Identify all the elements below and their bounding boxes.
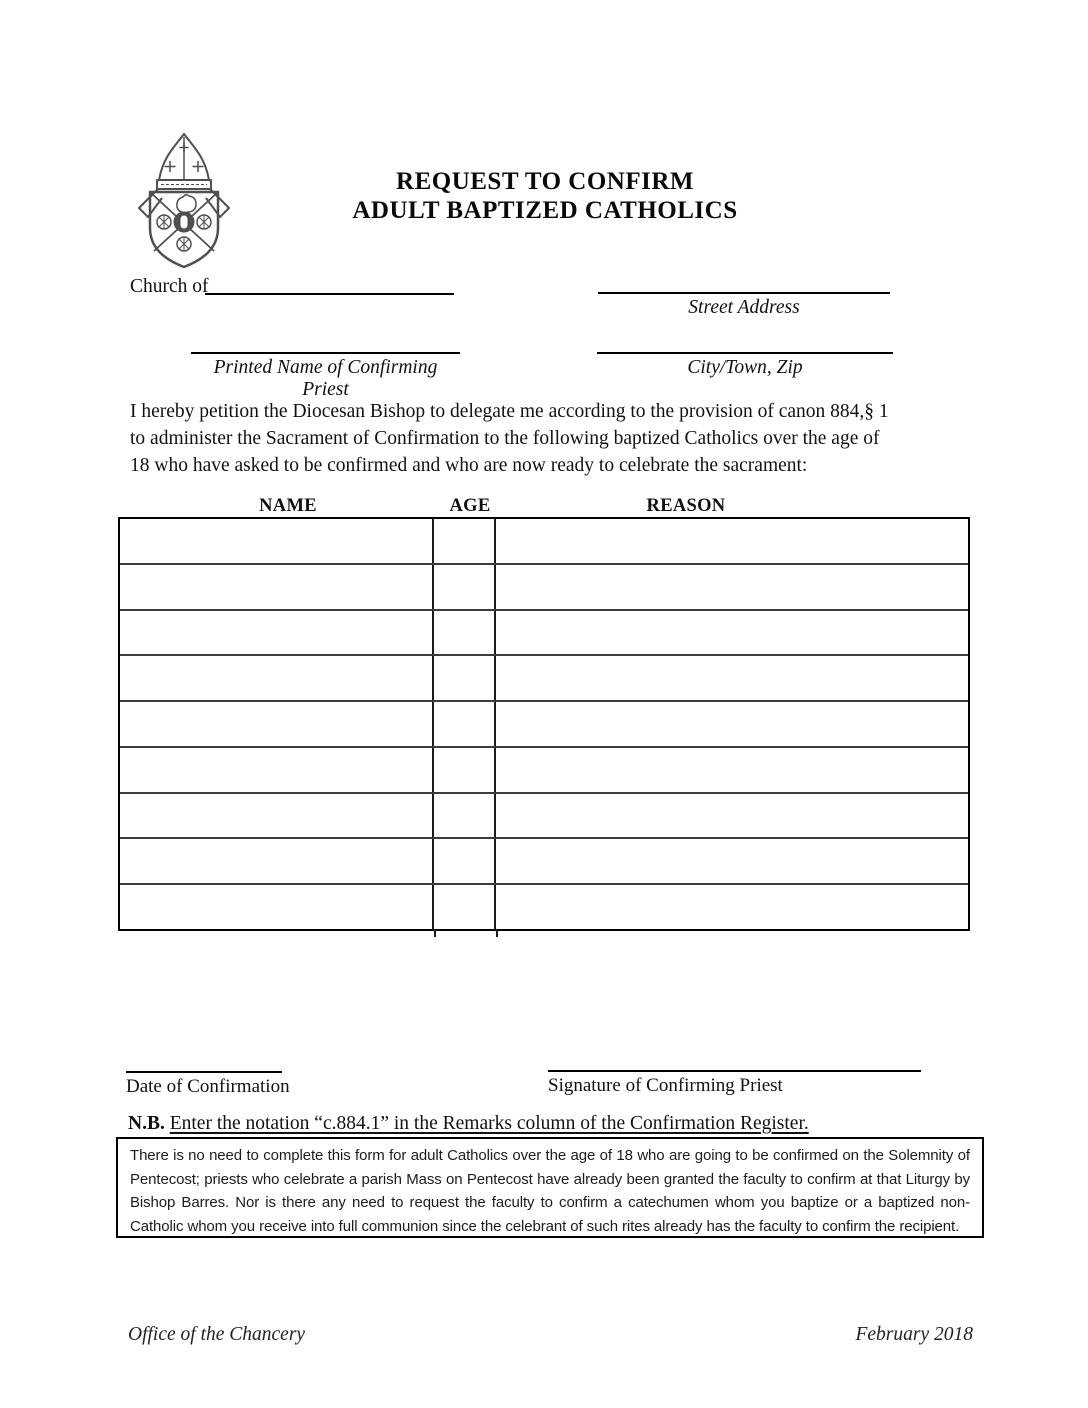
age-cell bbox=[434, 656, 496, 700]
table-row bbox=[120, 839, 968, 885]
table-vline-stub bbox=[434, 929, 436, 937]
document-title bbox=[130, 167, 960, 225]
age-cell bbox=[434, 885, 496, 929]
street-address-field-line bbox=[598, 292, 890, 294]
reason-cell bbox=[496, 748, 968, 792]
reason-cell bbox=[496, 611, 968, 655]
table-row bbox=[120, 611, 968, 657]
reason-cell bbox=[496, 885, 968, 929]
date-of-confirmation-label: Date of Confirmation bbox=[126, 1076, 290, 1097]
nb-note bbox=[128, 1113, 809, 1135]
info-box-line: Pentecost; priests who celebrate a parish Mass on Pentecost have already been granted the faculty to confirm at that Liturgy by bbox=[130, 1170, 970, 1188]
table-row bbox=[120, 885, 968, 929]
name-cell bbox=[120, 794, 434, 838]
church-name-field-line bbox=[205, 293, 454, 295]
title-line-1: REQUEST TO CONFIRM bbox=[396, 168, 694, 195]
priest-name-label: Printed Name of Confirming Priest bbox=[213, 357, 438, 400]
info-box-line: Catholic whom you receive into full communion since the celebrant of such rites already has the faculty to confirm the recipient. bbox=[130, 1217, 960, 1235]
name-cell bbox=[120, 702, 434, 746]
info-box-line: There is no need to complete this form for adult Catholics over the age of 18 who are going to be confirmed on the Solemnity of bbox=[130, 1147, 970, 1164]
confirmation-table bbox=[118, 517, 970, 931]
city-town-zip-field-line bbox=[597, 352, 893, 354]
church-of-label: Church of bbox=[130, 276, 209, 297]
reason-cell bbox=[496, 565, 968, 609]
name-cell bbox=[120, 519, 434, 563]
street-address-label: Street Address bbox=[688, 297, 800, 318]
info-box-line: Bishop Barres. Nor is there any need to request the faculty to confirm a catechumen whom you baptize or a baptized non- bbox=[130, 1194, 970, 1211]
table-row bbox=[120, 702, 968, 748]
name-cell bbox=[120, 839, 434, 883]
table-header-name: NAME bbox=[259, 496, 317, 516]
table-vline-stub bbox=[496, 929, 498, 937]
info-box bbox=[116, 1137, 984, 1238]
name-cell bbox=[120, 885, 434, 929]
table-row bbox=[120, 519, 968, 565]
age-cell bbox=[434, 702, 496, 746]
name-cell bbox=[120, 611, 434, 655]
reason-cell bbox=[496, 839, 968, 883]
name-cell bbox=[120, 656, 434, 700]
table-row bbox=[120, 748, 968, 794]
petition-line: I hereby petition the Diocesan Bishop to delegate me according to the provision of canon 884,§ 1 bbox=[130, 401, 889, 422]
petition-paragraph bbox=[130, 398, 889, 479]
nb-prefix: N.B. bbox=[128, 1113, 165, 1134]
table-row bbox=[120, 656, 968, 702]
nb-text: Enter the notation “c.884.1” in the Remarks column of the Confirmation Register. bbox=[169, 1113, 809, 1134]
name-cell bbox=[120, 748, 434, 792]
petition-line: 18 who have asked to be confirmed and who are now ready to celebrate the sacrament: bbox=[130, 455, 808, 476]
footer-office-label: Office of the Chancery bbox=[128, 1324, 306, 1345]
table-header-age: AGE bbox=[449, 496, 491, 516]
age-cell bbox=[434, 519, 496, 563]
reason-cell bbox=[496, 702, 968, 746]
table-header-reason: REASON bbox=[646, 496, 726, 516]
age-cell bbox=[434, 839, 496, 883]
signature-field-line bbox=[548, 1070, 921, 1072]
age-cell bbox=[434, 565, 496, 609]
age-cell bbox=[434, 748, 496, 792]
petition-line: to administer the Sacrament of Confirmation to the following baptized Catholics over the age of bbox=[130, 428, 880, 449]
date-of-confirmation-field-line bbox=[126, 1071, 282, 1073]
priest-name-field-line bbox=[191, 352, 460, 354]
table-row bbox=[120, 565, 968, 611]
city-town-zip-label: City/Town, Zip bbox=[687, 357, 803, 378]
age-cell bbox=[434, 794, 496, 838]
table-row bbox=[120, 794, 968, 840]
reason-cell bbox=[496, 656, 968, 700]
name-cell bbox=[120, 565, 434, 609]
signature-label: Signature of Confirming Priest bbox=[548, 1075, 783, 1096]
reason-cell bbox=[496, 519, 968, 563]
footer-date-label: February 2018 bbox=[855, 1324, 973, 1345]
title-line-2: ADULT BAPTIZED CATHOLICS bbox=[352, 197, 738, 224]
age-cell bbox=[434, 611, 496, 655]
reason-cell bbox=[496, 794, 968, 838]
